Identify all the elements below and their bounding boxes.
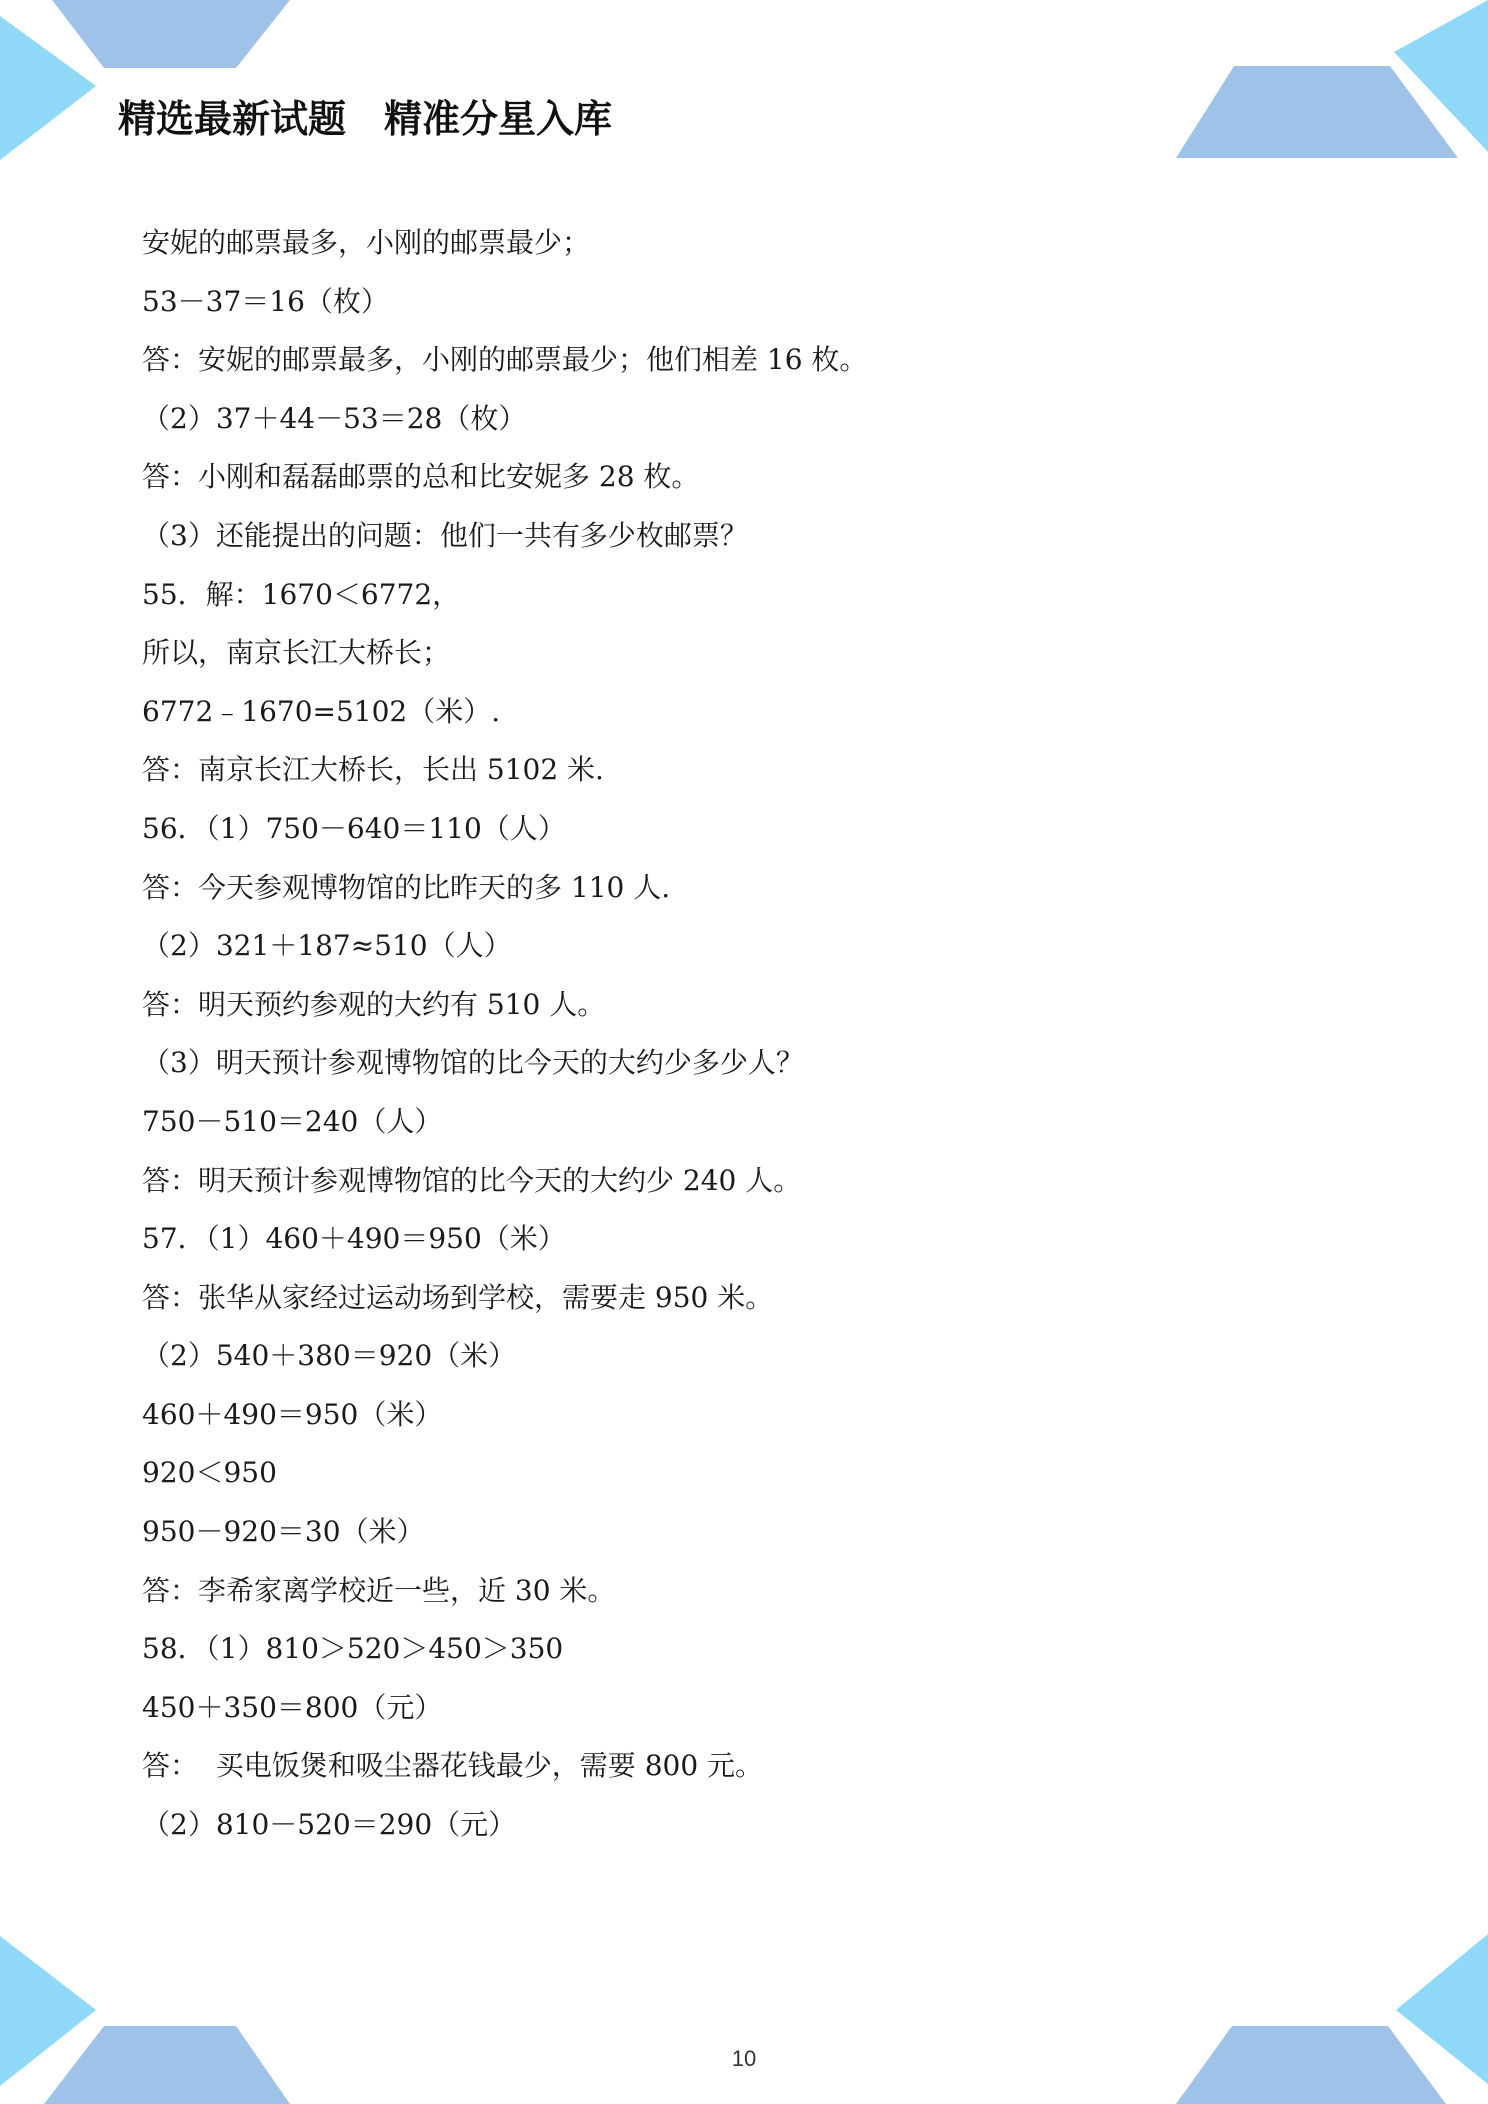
text-line: 答： 买电饭煲和吸尘器花钱最少，需要 800 元。 bbox=[142, 1749, 764, 1783]
text-line: 答：李希家离学校近一些，近 30 米。 bbox=[142, 1573, 616, 1607]
text-line: 安妮的邮票最多，小刚的邮票最少； bbox=[142, 226, 591, 259]
text-line: 答：南京长江大桥长，长出 5102 米. bbox=[142, 753, 604, 787]
text-line: 53－37＝16（枚） bbox=[142, 284, 389, 318]
header-title: 精选最新试题 精准分星入库 bbox=[118, 97, 613, 141]
text-line: 460＋490＝950（米） bbox=[142, 1397, 443, 1431]
text-line: 6772﹣1670=5102（米）. bbox=[142, 694, 501, 728]
top-right-trapezoid bbox=[1176, 66, 1458, 158]
text-line: 答：明天预计参观博物馆的比今天的大约少 240 人。 bbox=[142, 1163, 802, 1197]
top-left-trapezoid bbox=[52, 0, 290, 68]
text-line: 答：安妮的邮票最多，小刚的邮票最少；他们相差 16 枚。 bbox=[142, 343, 868, 377]
text-line: 750－510＝240（人） bbox=[142, 1104, 443, 1138]
text-line: 答：明天预约参观的大约有 510 人。 bbox=[142, 987, 606, 1021]
text-line: 56．（1）750－640＝110（人） bbox=[142, 811, 566, 845]
text-line: 答：今天参观博物馆的比昨天的多 110 人. bbox=[142, 870, 671, 904]
text-line: （2）321＋187≈510（人） bbox=[142, 929, 512, 963]
text-line: （2）37＋44－53＝28（枚） bbox=[142, 401, 527, 435]
text-line: （2）540＋380＝920（米） bbox=[142, 1339, 517, 1373]
page-number: 10 bbox=[731, 2046, 757, 2071]
text-line: （3）明天预计参观博物馆的比今天的大约少多少人？ bbox=[142, 1046, 804, 1080]
text-line: 920＜950 bbox=[142, 1456, 277, 1490]
text-line: 57．（1）460＋490＝950（米） bbox=[142, 1222, 566, 1256]
text-line: 55．解：1670＜6772， bbox=[142, 577, 461, 611]
text-line: 950－920＝30（米） bbox=[142, 1515, 425, 1549]
text-line: 答：小刚和磊磊邮票的总和比安妮多 28 枚。 bbox=[142, 460, 700, 494]
text-line: 答：张华从家经过运动场到学校，需要走 950 米。 bbox=[142, 1280, 774, 1314]
text-line: （2）810－520＝290（元） bbox=[142, 1808, 517, 1842]
text-line: 450＋350＝800（元） bbox=[142, 1690, 443, 1724]
text-line: （3）还能提出的问题：他们一共有多少枚邮票？ bbox=[142, 518, 748, 552]
text-line: 58．（1）810＞520＞450＞350 bbox=[142, 1632, 564, 1666]
answer-content bbox=[142, 214, 1342, 1855]
text-line: 所以，南京长江大桥长； bbox=[142, 636, 451, 670]
